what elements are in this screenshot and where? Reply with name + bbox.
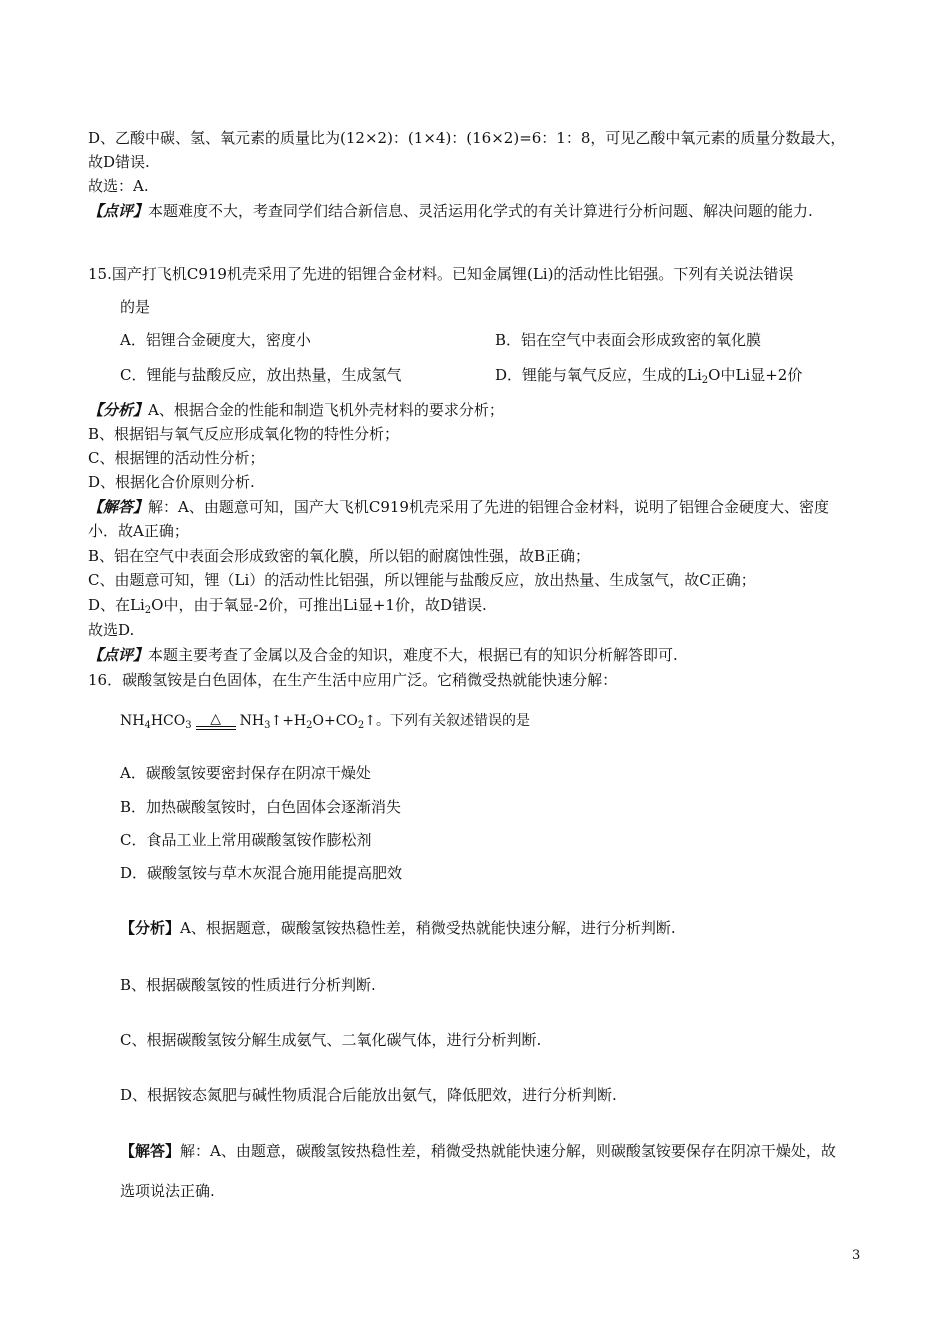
q15-option-d-pre: D．锂能与氧气反应，生成的Li [495, 366, 702, 384]
q15-analysis-b: B、根据铝与氧气反应形成氧化物的特性分析； [88, 425, 400, 443]
q15-solution-c: C、由题意可知，锂（Li）的活动性比铝强，所以锂能与盐酸反应，放出热量、生成氢气，故C正确； [88, 571, 756, 589]
q16-option-d: D．碳酸氢铵与草木灰混合施用能提高肥效 [120, 864, 403, 882]
eq-part: HCO [150, 713, 186, 729]
solution-tag: 【解答】 [88, 498, 149, 516]
eq-sub: 2 [357, 720, 365, 731]
q15-solution-b: B、铝在空气中表面会形成致密的氧化膜，所以铝的耐腐蚀性强，故B正确； [88, 547, 591, 565]
q16-option-b: B．加热碳酸氢铵时，白色固体会逐渐消失 [120, 798, 402, 816]
q15-solution-d [88, 595, 487, 615]
heat-condition-sign [192, 711, 240, 731]
q15-comment [88, 645, 678, 665]
q16-option-c: C．食品工业上常用碳酸氢铵作膨松剂 [120, 831, 372, 849]
q15-option-c: C．锂能与盐酸反应，放出热量，生成氢气 [120, 366, 402, 384]
eq-part: NH [239, 713, 265, 729]
comment-tag: 【点评】 [88, 202, 149, 220]
q16-analysis-c: C、根据碳酸氢铵分解生成氨气、二氧化碳气体，进行分析判断. [120, 1031, 542, 1049]
solution-a1-text: 解：A、由题意，碳酸氢铵热稳性差，稍微受热就能快速分解，则碳酸氢铵要保存在阴凉干燥处，故 [180, 1142, 836, 1160]
eq-part: ↑+H [270, 713, 307, 729]
q16-solution-a2: 选项说法正确. [120, 1182, 215, 1200]
q15-option-d-post: O中Li显+2价 [708, 366, 803, 384]
eq-tail: ↑。下列有关叙述错误的是 [364, 713, 531, 729]
eq-sub: 2 [306, 720, 313, 731]
q15-analysis-d: D、根据化合价原则分析. [88, 473, 255, 491]
q15-solution-a2: 小．故A正确； [88, 522, 189, 540]
q16-option-a: A．碳酸氢铵要密封保存在阴凉干燥处 [120, 764, 371, 782]
q16-equation [120, 711, 530, 731]
p14-d-line2: 故D错误. [88, 153, 150, 171]
q15-option-a: A．铝锂合金硬度大，密度小 [120, 331, 311, 349]
q15-option-d [495, 365, 802, 385]
p14-d-line1: D、乙酸中碳、氢、氧元素的质量比为(12×2)：(1×4)：(16×2)=6：1：8，可见乙酸中氧元素的质量分数最大， [88, 129, 846, 147]
eq-part: O+CO [312, 713, 358, 729]
p14-comment [88, 201, 813, 221]
q15-solution-d-pre: D、在Li [88, 596, 145, 614]
q15-analysis-c: C、根据锂的活动性分析； [88, 449, 265, 467]
page-number: 3 [852, 1248, 861, 1263]
comment-text: 本题难度不大，考查同学们结合新信息、灵活运用化学式的有关计算进行分析问题、解决问题的能力. [148, 202, 813, 220]
q15-option-d-sub: 2 [701, 375, 709, 386]
q15-solution-d-post: O中，由于氧显-2价，可推出Li显+1价，故D错误. [151, 596, 487, 614]
q16-solution-a1 [120, 1141, 836, 1161]
q15-solution-a1 [88, 497, 829, 517]
eq-sub: 3 [264, 720, 271, 731]
comment-tag: 【点评】 [88, 646, 149, 664]
q16-analysis-b: B、根据碳酸氢铵的性质进行分析判断. [120, 976, 376, 994]
eq-sub: 3 [185, 720, 192, 731]
q15-analysis-a [88, 400, 504, 420]
q15-answer: 故选D. [88, 621, 135, 639]
q15-solution-d-sub: 2 [144, 605, 152, 616]
q16-stem: 16．碳酸氢铵是白色固体，在生产生活中应用广泛。它稍微受热就能快速分解： [88, 671, 618, 689]
q15-comment-text: 本题主要考查了金属以及合金的知识，难度不大，根据已有的知识分析解答即可. [148, 646, 678, 664]
q15-stem-line2: 的是 [120, 298, 151, 316]
analysis-a-text: A、根据合金的性能和制造飞机外壳材料的要求分析； [148, 401, 504, 419]
heat-triangle-icon: △ [210, 711, 222, 727]
analysis-tag: 【分析】 [88, 401, 149, 419]
analysis-a-text: A、根据题意，碳酸氢铵热稳性差，稍微受热就能快速分解，进行分析判断. [180, 919, 676, 937]
q16-analysis-d: D、根据铵态氮肥与碱性物质混合后能放出氨气，降低肥效，进行分析判断. [120, 1086, 617, 1104]
solution-tag: 【解答】 [120, 1142, 181, 1160]
eq-sub: 4 [144, 720, 151, 731]
analysis-tag: 【分析】 [120, 919, 181, 937]
eq-part: NH [120, 713, 145, 729]
q16-analysis-a [120, 918, 676, 938]
q15-option-b: B．铝在空气中表面会形成致密的氧化膜 [495, 331, 762, 349]
solution-a1-text: 解：A、由题意可知，国产大飞机C919机壳采用了先进的铝锂合金材料，说明了铝锂合金硬度大、密度 [148, 498, 829, 516]
q15-stem-line1: 15.国产打飞机C919机壳采用了先进的铝锂合金材料。已知金属锂(Li)的活动性比铝强。下列有关说法错误 [88, 265, 794, 283]
p14-answer: 故选：A. [88, 177, 149, 195]
